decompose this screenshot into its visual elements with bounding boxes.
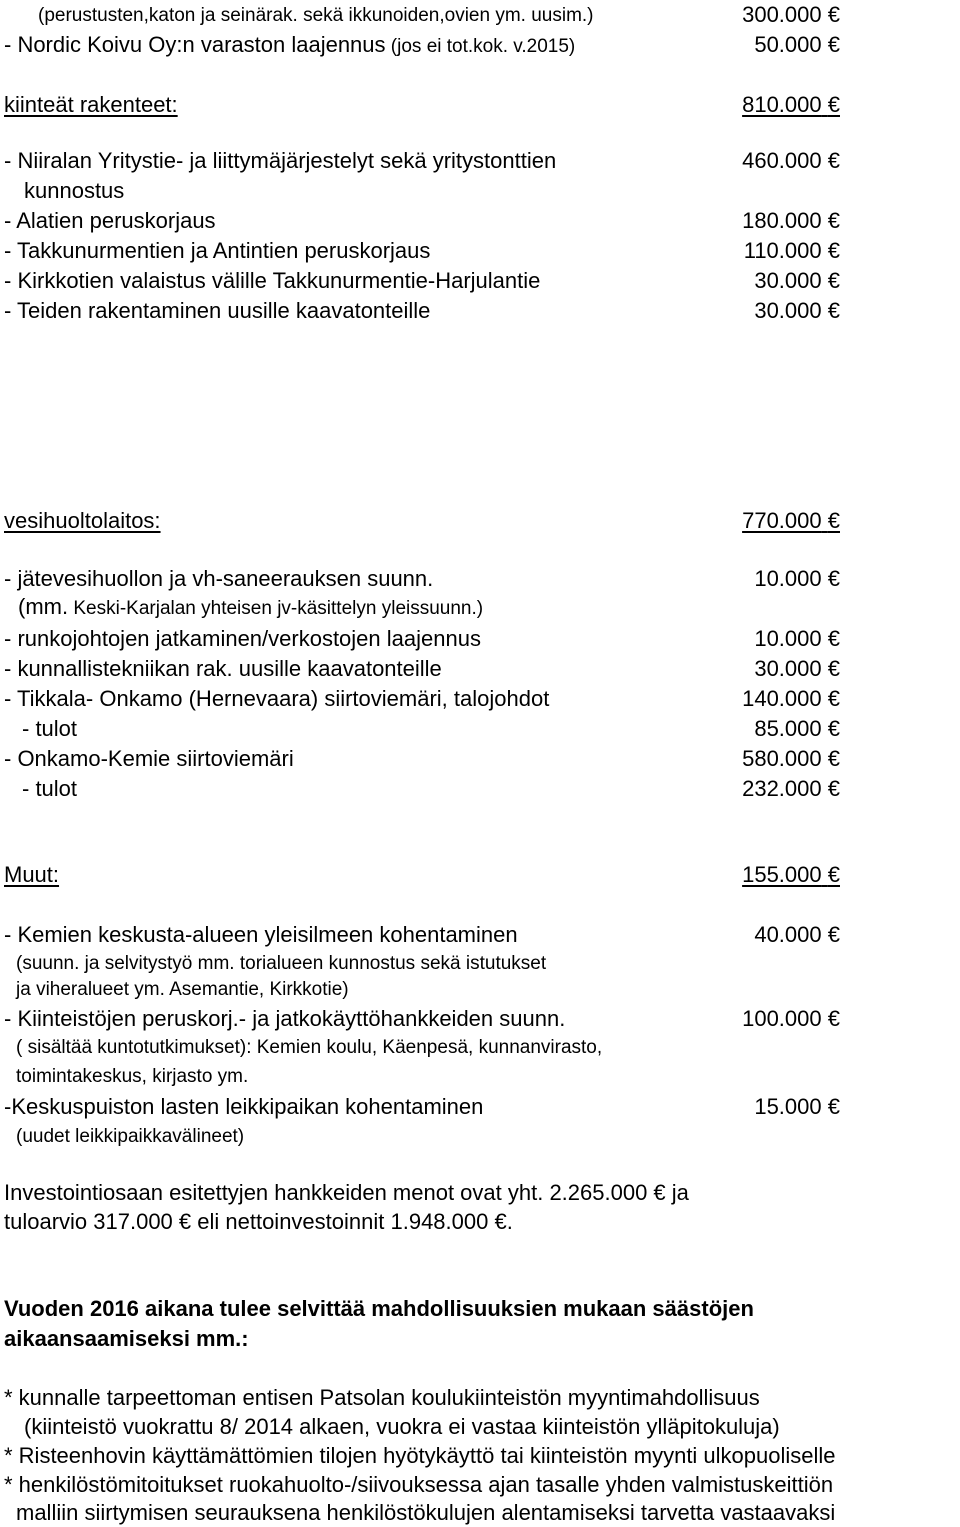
- amount: 30.000 €: [754, 268, 840, 293]
- amount: 10.000 €: [754, 566, 840, 591]
- list-item: -Keskuspuiston lasten leikkipaikan kohentaminen: [4, 1094, 484, 1119]
- amount: 40.000 €: [754, 922, 840, 947]
- list-item: - runkojohtojen jatkaminen/verkostojen laajennus: [4, 626, 481, 651]
- amount: 100.000 €: [742, 1006, 840, 1031]
- text-line: (perustusten,katon ja seinärak. sekä ikkunoiden,ovien ym. uusim.): [38, 5, 594, 26]
- list-item: - Teiden rakentaminen uusille kaavatonteille: [4, 298, 431, 323]
- text-line: - Nordic Koivu Oy:n varaston laajennus (jos ei tot.kok. v.2015): [4, 32, 576, 57]
- list-item: - Takkunurmentien ja Antintien peruskorjaus: [4, 238, 431, 263]
- list-item: - tulot: [22, 776, 78, 801]
- list-item: - jätevesihuollon ja vh-saneerauksen suunn.: [4, 566, 434, 591]
- summary-line: Investointiosaan esitettyjen hankkeiden menot ovat yht. 2.265.000 € ja: [4, 1180, 689, 1205]
- amount: 30.000 €: [754, 298, 840, 323]
- amount: 232.000 €: [742, 776, 840, 801]
- list-item: ( sisältää kuntotutkimukset): Kemien koulu, Käenpesä, kunnanvirasto,: [16, 1037, 603, 1058]
- section-heading-kiinteat: kiinteät rakenteet:: [4, 92, 178, 117]
- section-heading-vesi: vesihuoltolaitos:: [4, 508, 161, 533]
- list-item: - kunnallistekniikan rak. uusille kaavatonteille: [4, 656, 442, 681]
- list-item: ja viheralueet ym. Asemantie, Kirkkotie): [16, 979, 349, 1000]
- savings-item: malliin siirtymisen seurauksena henkilöstökulujen alentamiseksi tarvetta vastaavaksi: [16, 1500, 836, 1525]
- list-item: (suunn. ja selvitystyö mm. torialueen kunnostus sekä istutukset: [16, 953, 547, 974]
- savings-item: (kiinteistö vuokrattu 8/ 2014 alkaen, vuokra ei vastaa kiinteistön ylläpitokuluja): [24, 1414, 780, 1439]
- amount: 580.000 €: [742, 746, 840, 771]
- amount: 140.000 €: [742, 686, 840, 711]
- amount: 30.000 €: [754, 656, 840, 681]
- amount: 10.000 €: [754, 626, 840, 651]
- savings-item: * kunnalle tarpeettoman entisen Patsolan koulukiinteistön myyntimahdollisuus: [4, 1385, 760, 1410]
- section-heading-muut: Muut:: [4, 862, 60, 887]
- list-item: (uudet leikkipaikkavälineet): [16, 1126, 245, 1147]
- amount: 50.000 €: [754, 32, 840, 57]
- list-item: - Kemien keskusta-alueen yleisilmeen kohentaminen: [4, 922, 518, 947]
- summary-line: tuloarvio 317.000 € eli nettoinvestoinnit 1.948.000 €.: [4, 1209, 513, 1234]
- list-item: (mm. Keski-Karjalan yhteisen jv-käsittelyn yleissuunn.): [18, 594, 484, 619]
- savings-heading: aikaansaamiseksi mm.:: [4, 1326, 249, 1351]
- list-item: kunnostus: [24, 178, 125, 203]
- list-item: toimintakeskus, kirjasto ym.: [16, 1066, 249, 1087]
- list-item: - Onkamo-Kemie siirtoviemäri: [4, 746, 294, 771]
- amount: 180.000 €: [742, 208, 840, 233]
- savings-item: * Risteenhovin käyttämättömien tilojen hyötykäyttö tai kiinteistön myynti ulkopuoliselle: [4, 1443, 836, 1468]
- amount: 300.000 €: [742, 2, 840, 27]
- savings-heading: Vuoden 2016 aikana tulee selvittää mahdollisuuksien mukaan säästöjen: [4, 1296, 754, 1321]
- list-item: - Kiinteistöjen peruskorj.- ja jatkokäyttöhankkeiden suunn.: [4, 1006, 566, 1031]
- list-item: - Kirkkotien valaistus välille Takkunurmentie-Harjulantie: [4, 268, 541, 293]
- list-item: - tulot: [22, 716, 78, 741]
- list-item: - Niiralan Yritystie- ja liittymäjärjestelyt sekä yritystonttien: [4, 148, 557, 173]
- amount: 15.000 €: [754, 1094, 840, 1119]
- savings-item: * henkilöstömitoitukset ruokahuolto-/siivouksessa ajan tasalle yhden valmistuskeittiön: [4, 1472, 834, 1497]
- section-total: 810.000 €: [742, 92, 840, 117]
- amount: 460.000 €: [742, 148, 840, 173]
- list-item: - Tikkala- Onkamo (Hernevaara) siirtoviemäri, talojohdot: [4, 686, 550, 711]
- list-item: - Alatien peruskorjaus: [4, 208, 216, 233]
- section-total: 155.000 €: [742, 862, 840, 887]
- amount: 85.000 €: [754, 716, 840, 741]
- section-total: 770.000 €: [742, 508, 840, 533]
- amount: 110.000 €: [743, 238, 840, 263]
